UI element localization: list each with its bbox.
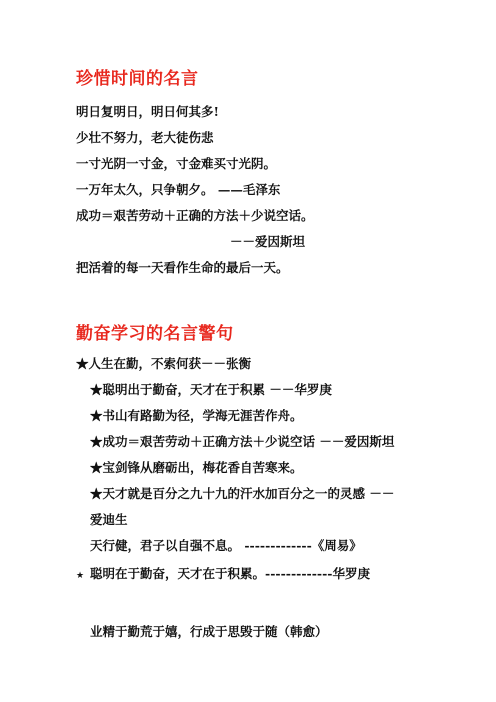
quote-line: ★聪明出于勤奋，天才在于积累 －－华罗庚 [90,382,332,397]
quote-text: 聪明在于勤奋，天才在于积累。-------------华罗庚 [90,566,370,581]
quote-line: 明日复明日，明日何其多! [76,104,219,119]
star-icon: ★ [76,571,85,581]
quote-line: ★宝剑锋从磨砺出，梅花香自苦寒来。 [90,460,303,475]
section-title-diligent-study: 勤奋学习的名言警句 [76,324,234,344]
quote-line: 业精于勤荒于嬉，行成于思毁于随（韩愈） [90,624,328,639]
quote-line: 成功＝艰苦劳动＋正确的方法＋少说空话。 [76,208,314,223]
quote-line: 少壮不努力，老大徒伤悲 [76,130,214,145]
quote-line: ★天才就是百分之九十九的汗水加百分之一的灵感 －－ [90,486,395,501]
quote-line [76,566,370,584]
quote-line: 把活着的每一天看作生命的最后一天。 [76,260,289,275]
quote-line: ★人生在勤，不索何获－－张衡 [76,356,252,371]
quote-line: ★书山有路勤为径，学海无涯苦作舟。 [90,408,303,423]
quote-attribution: －－爱因斯坦 [230,234,306,249]
quote-line: ★成功＝艰苦劳动＋正确方法＋少说空话 －－爱因斯坦 [90,434,395,449]
quote-line-continuation: 爱迪生 [90,512,128,527]
quote-line: 一寸光阴一寸金，寸金难买寸光阴。 [76,156,277,171]
quote-line: 一万年太久，只争朝夕。 ——毛泽东 [76,182,281,197]
section-title-cherish-time: 珍惜时间的名言 [76,69,199,89]
quote-line: 天行健，君子以自强不息。 -------------《周易》 [90,538,362,553]
